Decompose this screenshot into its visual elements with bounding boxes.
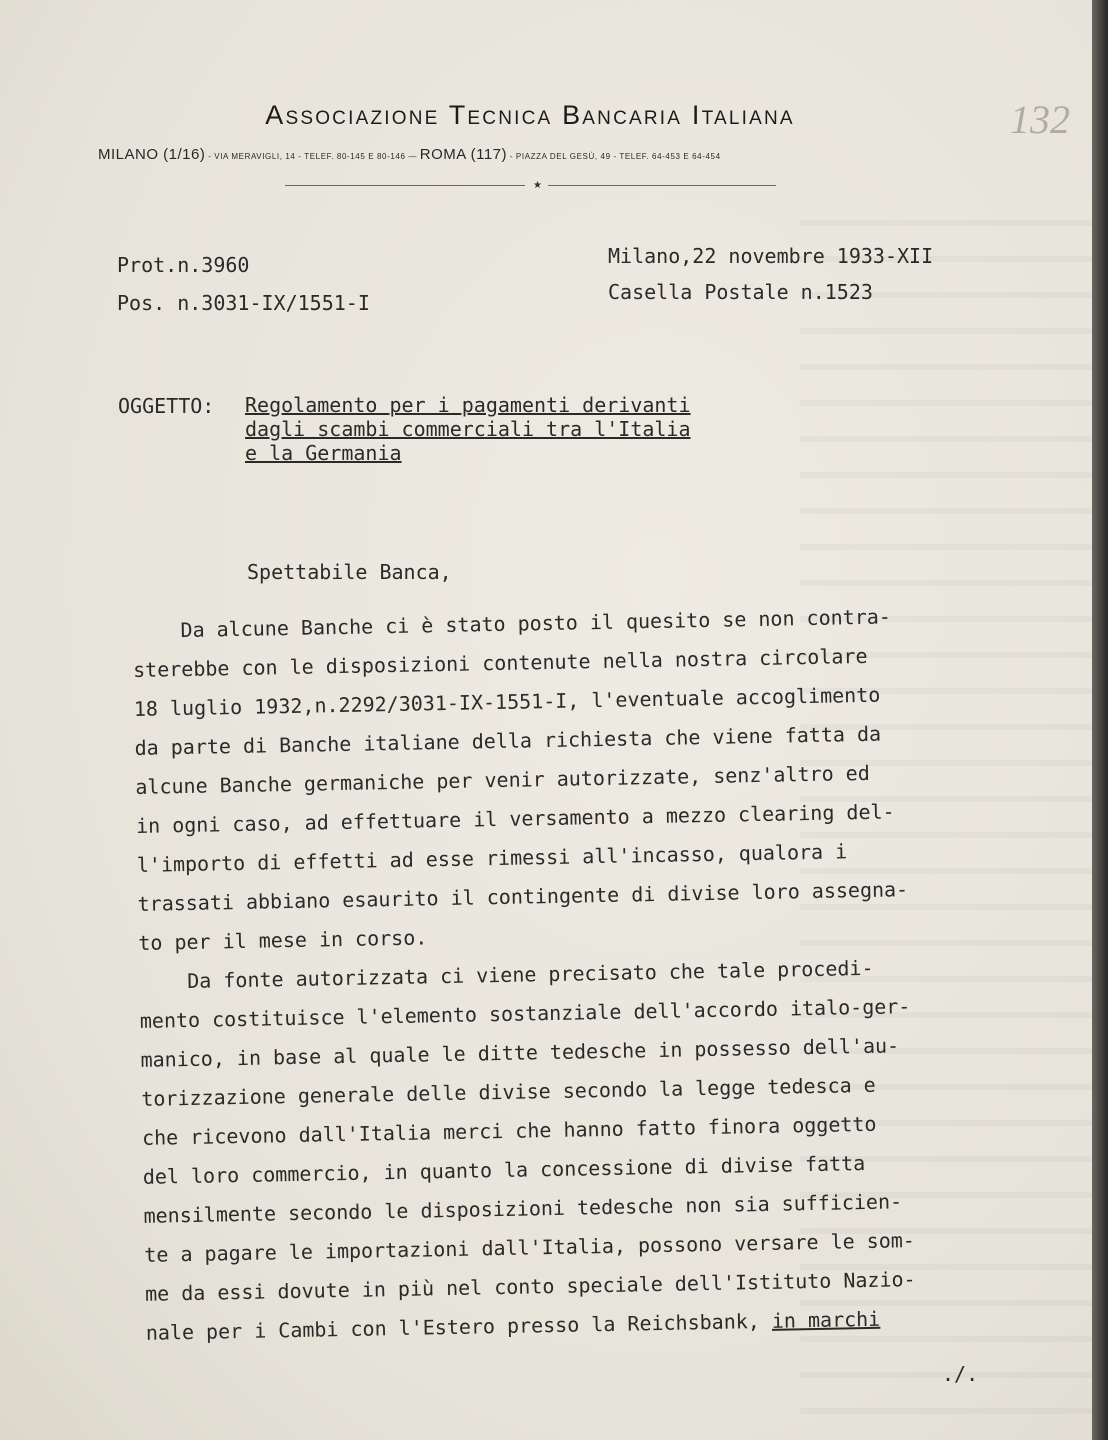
letter-body bbox=[132, 595, 1006, 1352]
po-box: Casella Postale n.1523 bbox=[608, 280, 873, 304]
letter-date: Milano,22 novembre 1933-XII bbox=[608, 244, 934, 268]
body-line: manico, in base al quale le ditte tedesche in possesso dell'au- bbox=[140, 1033, 900, 1072]
body-line: che ricevono dall'Italia merci che hanno fatto finora oggetto bbox=[141, 1111, 877, 1150]
roma-label: ROMA (117) bbox=[419, 146, 508, 163]
body-line: trassati abbiano esaurito il contingente di divise loro assegna- bbox=[137, 877, 909, 916]
letterhead-address bbox=[98, 146, 998, 163]
body-line: da parte di Banche italiane della richiesta che viene fatta da bbox=[134, 721, 882, 760]
body-line: in ogni caso, ad effettuare il versamento a mezzo clearing del- bbox=[135, 799, 895, 838]
subject-line: Regolamento per i pagamenti derivanti bbox=[245, 393, 691, 417]
milano-label: MILANO (1/16) bbox=[98, 146, 206, 163]
body-line: te a pagare le importazioni dall'Italia, possono versare le som- bbox=[144, 1228, 916, 1267]
subject-line: dagli scambi commerciali tra l'Italia bbox=[245, 417, 691, 441]
letterhead-rule-right bbox=[548, 185, 776, 186]
subject-line: e la Germania bbox=[245, 441, 402, 465]
letterhead-star-ornament: ★ bbox=[533, 180, 542, 191]
salutation: Spettabile Banca, bbox=[247, 560, 452, 584]
letterhead-rule-left bbox=[285, 185, 525, 186]
paragraph-1 bbox=[132, 595, 999, 962]
roma-address: - PIAZZA DEL GESÙ, 49 - TELEF. 64-453 E 64-454 bbox=[509, 152, 721, 161]
body-line: l'importo di effetti ad esse rimessi all'incasso, qualora i bbox=[136, 839, 848, 877]
body-line: mento costituisce l'elemento sostanziale dell'accordo italo-ger- bbox=[139, 994, 911, 1033]
body-line: del loro commercio, in quanto la concessione di divise fatta bbox=[142, 1151, 866, 1189]
milano-address: - VIA MERAVIGLI, 14 - TELEF. 80-145 E 80-146 — bbox=[208, 152, 417, 161]
book-binding-edge bbox=[1092, 0, 1108, 1440]
body-line: alcune Banche germaniche per venir autorizzate, senz'altro ed bbox=[135, 760, 870, 799]
protocol-number: Prot.n.3960 bbox=[117, 253, 250, 277]
body-line-text: nale per i Cambi con l'Estero presso la Reichsbank, bbox=[145, 1308, 773, 1345]
body-line: torizzazione generale delle divise secondo la legge tedesca e bbox=[141, 1072, 876, 1111]
body-line: Da fonte autorizzata ci viene precisato che tale procedi- bbox=[138, 955, 874, 994]
body-line: sterebbe con le disposizioni contenute nella nostra circolare bbox=[132, 643, 868, 682]
body-line: mensilmente secondo le disposizioni tedesche non sia sufficien- bbox=[143, 1189, 903, 1228]
continuation-mark: ./. bbox=[942, 1362, 979, 1386]
body-line: 18 luglio 1932,n.2292/3031-IX-1551-I, l'eventuale accoglimento bbox=[133, 682, 881, 721]
body-line: to per il mese in corso. bbox=[138, 925, 428, 955]
reference-block bbox=[117, 246, 370, 322]
body-line: me da essi dovute in più nel conto speciale dell'Istituto Nazio- bbox=[144, 1267, 916, 1306]
paragraph-2 bbox=[139, 946, 1006, 1352]
place-date-block bbox=[608, 238, 933, 310]
body-line: Da alcune Banche ci è stato posto il quesito se non contra- bbox=[132, 604, 892, 643]
handwritten-page-number: 132 bbox=[1010, 97, 1070, 142]
subject-label: OGGETTO: bbox=[118, 394, 215, 418]
subject-text bbox=[245, 393, 691, 465]
underlined-phrase: in marchi bbox=[771, 1306, 881, 1333]
organization-name: Associazione Tecnica Bancaria Italiana bbox=[265, 100, 795, 130]
position-number: Pos. n.3031-IX/1551-I bbox=[117, 291, 370, 315]
